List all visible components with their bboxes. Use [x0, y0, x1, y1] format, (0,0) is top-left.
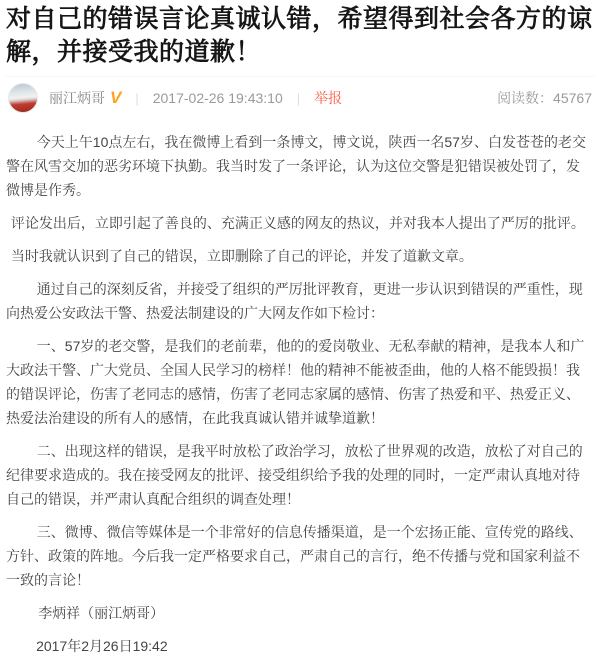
post-meta-bar [6, 76, 594, 115]
post-paragraph-reaction: 评论发出后，立即引起了善良的、充满正义感的网友的热议，并对我本人提出了严厉的批评。 [10, 215, 585, 231]
post-sign-date: 2017年2月26日19:42 [36, 638, 168, 654]
post-paragraph-intro: 今天上午10点左右，我在微博上看到一条博文，博文说，陕西一名57岁、白发苍苍的老交警在风雪交加的恶劣环境下执勤。我当时发了一条评论，认为这位交警是犯错误被处罚了，发微博是作秀。 [6, 134, 586, 198]
post-paragraph-item-2: 二、出现这样的错误，是我平时放松了政治学习，放松了世界观的改造，放松了对自己的纪律要求造成的。我在接受网友的批评、接受组织给予我的处理的同时，一定严肃认真地对待自己的错误，并严肃认真配合组织的调查处理！ [6, 443, 583, 507]
post-body [6, 130, 594, 658]
report-link[interactable]: 举报 [314, 90, 343, 106]
post-paragraph-deletion: 当时我就认识到了自己的错误，立即删除了自己的评论，并发了道歉文章。 [10, 248, 473, 264]
meta-separator: | [296, 90, 301, 106]
post-paragraph-item-3: 三、微博、微信等媒体是一个非常好的信息传播渠道，是一个宏扬正能、宣传党的路线、方针、政策的阵地。今后我一定严格要求自己，严肃自己的言行，绝不传播与党和国家利益不一致的言论！ [6, 524, 583, 588]
post-timestamp: 2017-02-26 19:43:10 [152, 90, 283, 106]
post-paragraph-review-intro: 通过自己的深刻反省，并接受了组织的严厉批评教育，更进一步认识到错误的严重性，现向热爱公安政法干警、热爱法制建设的广大网友作如下检讨： [6, 281, 583, 321]
post-paragraph-item-1: 一、57岁的老交警，是我们的老前辈，他的的爱岗敬业、无私奉献的精神，是我本人和广大政法干警、广大党员、全国人民学习的榜样！他的精神不能被歪曲，他的人格不能毁损！我的错误评论，伤害了老同志的感情，伤害了老同志家属的感情、伤害了热爱和平、热爱正义、热爱法治建设的所有人的感情，在此我真诚认错并诚挚道歉！ [6, 338, 585, 426]
read-count: 阅读数：45767 [497, 90, 592, 106]
post-signature: 李炳祥（丽江炳哥） [38, 605, 165, 621]
user-avatar[interactable] [8, 83, 38, 113]
username-link[interactable]: 丽江炳哥 [49, 90, 105, 106]
verified-badge-icon: V [110, 88, 122, 107]
meta-separator: | [135, 90, 139, 106]
post-title: 对自己的错误言论真诚认错，希望得到社会各方的谅解，并接受我的道歉！ [6, 5, 593, 66]
